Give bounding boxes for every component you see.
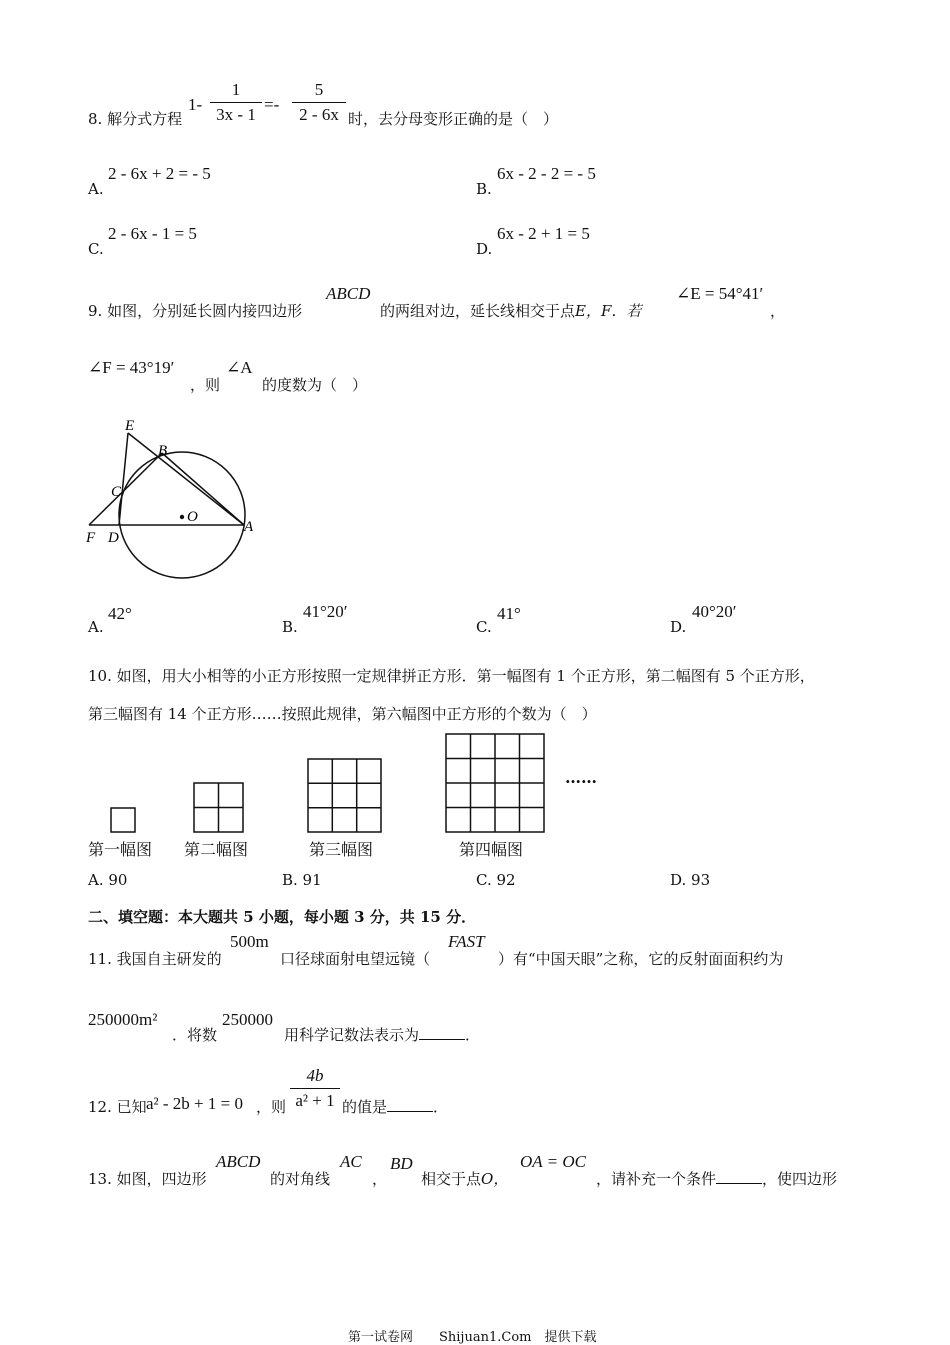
q11-fast: FAST [448, 932, 485, 951]
q8-fraction-1: 1 3x - 1 [210, 80, 262, 125]
q8-option-b-label: B. [476, 180, 492, 198]
q10-caption-3: 第三幅图 [309, 840, 374, 859]
q13-ac: AC [340, 1152, 362, 1171]
q9-option-c-label: C. [476, 618, 492, 636]
q10-option-b: B. 91 [282, 871, 322, 889]
q9-option-a-expr: 42° [108, 604, 132, 623]
q9-label-o: O [187, 509, 198, 525]
q12-answer-blank[interactable] [387, 1099, 433, 1112]
q8-eq-mid: =- [264, 95, 280, 114]
q10-stem-line2: 第三幅图有 14 个正方形……按照此规律，第六幅图中正方形的个数为（ ） [88, 705, 597, 723]
q10-stem-line1: 10. 如图，用大小相等的小正方形按照一定规律拼正方形．第一幅图有 1 个正方形，第二幅图有 5 个正方形， [88, 667, 815, 685]
q13-oa-oc: OA = OC [520, 1152, 586, 1171]
q11-500m: 500m [230, 932, 269, 951]
q10-option-d: D. 93 [670, 871, 711, 889]
q13-comma: ， [372, 1170, 388, 1188]
q9-label-a: A [244, 519, 254, 535]
q13-text3: 相交于点O， [421, 1170, 509, 1188]
q9-option-c-expr: 41° [497, 604, 521, 623]
q10-caption-2: 第二幅图 [184, 840, 249, 859]
q8-option-c-label: C. [88, 240, 104, 258]
q11-number: 250000 [222, 1010, 273, 1029]
q8-stem: 8. 解分式方程 [88, 110, 183, 128]
q9-option-a-label: A. [88, 618, 104, 636]
q9-label-d: D [108, 530, 119, 546]
q11-area: 250000m² [88, 1010, 158, 1029]
q8-fraction-2: 5 2 - 6x [292, 80, 346, 125]
q13-bd: BD [390, 1154, 413, 1173]
q8-option-b-expr: 6x - 2 - 2 = - 5 [497, 164, 596, 183]
q12-fraction: 4b a² + 1 [290, 1066, 340, 1111]
q9-line-ea [128, 433, 244, 525]
q10-grid-3 [308, 759, 381, 832]
q10-grid-2 [194, 783, 243, 832]
q9-text4: 的度数为（ ） [262, 376, 368, 394]
q10-grid-figures [80, 728, 640, 838]
q12-text3: 的值是 ． [342, 1098, 449, 1116]
q9-comma: ， [770, 302, 786, 320]
q9-option-b-expr: 41°20′ [303, 602, 348, 621]
q9-option-b-label: B. [282, 618, 298, 636]
q11-stem-1: 11. 我国自主研发的 [88, 950, 222, 968]
q11-text2: 口径球面射电望远镜（ [280, 950, 431, 968]
q10-ellipsis: …… [565, 768, 597, 787]
q9-label-e: E [125, 418, 135, 434]
q8-eq-part1: 1- [188, 95, 203, 114]
q9-option-d-expr: 40°20′ [692, 602, 737, 621]
q9-text3: ，则 [190, 376, 221, 394]
q8-tail: 时，去分母变形正确的是（ ） [348, 110, 559, 128]
q8-option-a-label: A. [88, 180, 104, 198]
q8-option-c-expr: 2 - 6x - 1 = 5 [108, 224, 197, 243]
q9-circle-figure [80, 410, 270, 590]
q9-stem-2: 的两组对边，延长线相交于点E，F．若 [380, 302, 642, 320]
q10-grid-4 [446, 734, 544, 832]
q13-stem-1: 13. 如图，四边形 [88, 1170, 207, 1188]
q9-label-f: F [86, 530, 96, 546]
q10-caption-1: 第一幅图 [88, 840, 153, 859]
q10-option-a: A. 90 [88, 871, 128, 889]
q9-line-ab [162, 453, 244, 525]
q8-option-d-label: D. [476, 240, 493, 258]
q9-label-c: C [111, 484, 122, 500]
q9-label-b: B [158, 443, 168, 459]
q13-answer-blank[interactable] [716, 1171, 762, 1184]
q9-angle-e: ∠E = 54°41′ [676, 284, 764, 303]
q9-center-dot [180, 515, 184, 519]
q11-text3: ）有“中国天眼”之称，它的反射面面积约为 [498, 950, 784, 968]
q9-option-d-label: D. [670, 618, 687, 636]
q12-stem: 12. 已知 [88, 1098, 147, 1116]
q9-stem-1: 9. 如图，分别延长圆内接四边形 [88, 302, 303, 320]
q11-text5: 用科学记数法表示为 ． [284, 1026, 481, 1044]
q11-answer-blank[interactable] [419, 1027, 465, 1040]
page-footer: 第一试卷网 Shijuan1.Com 提供下载 [348, 1330, 597, 1345]
q10-grid-1 [111, 808, 135, 832]
q11-text4: ．将数 [172, 1026, 218, 1044]
q12-equation: a² - 2b + 1 = 0 [146, 1094, 243, 1113]
q8-option-d-expr: 6x - 2 + 1 = 5 [497, 224, 590, 243]
q12-text2: ，则 [256, 1098, 287, 1116]
q10-option-c: C. 92 [476, 871, 516, 889]
q10-caption-4: 第四幅图 [459, 840, 524, 859]
q8-option-a-expr: 2 - 6x + 2 = - 5 [108, 164, 211, 183]
q9-angle-a: ∠A [226, 358, 253, 377]
q13-text2: 的对角线 [270, 1170, 331, 1188]
section-2-heading: 二、填空题：本大题共 5 小题，每小题 3 分，共 15 分． [88, 908, 477, 926]
q13-text4: ，请补充一个条件 ，使四边形 [596, 1170, 838, 1188]
q9-angle-f: ∠F = 43°19′ [88, 358, 175, 377]
q9-line-ed [119, 433, 128, 525]
q9-abcd: ABCD [326, 284, 371, 303]
q13-abcd: ABCD [216, 1152, 261, 1171]
